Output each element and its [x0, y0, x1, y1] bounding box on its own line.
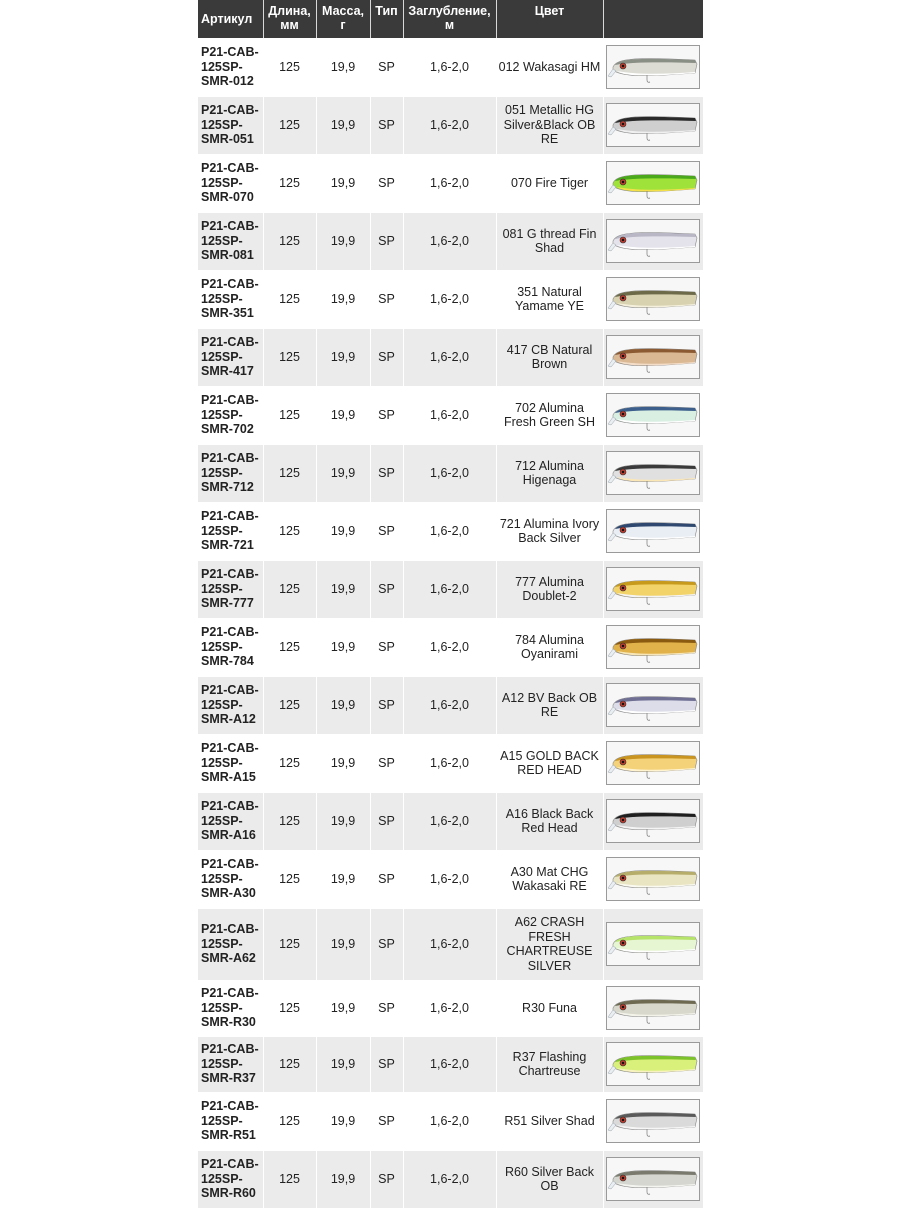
- cell-mass: 19,9: [316, 1150, 370, 1208]
- cell-mass: 19,9: [316, 154, 370, 212]
- cell-type: SP: [370, 328, 403, 386]
- table-row: [198, 154, 703, 212]
- lure-pupil: [622, 1062, 624, 1064]
- cell-length: 125: [263, 676, 316, 734]
- header-color: Цвет: [496, 0, 603, 38]
- lure-photo: [606, 683, 700, 727]
- lure-lip: [608, 881, 616, 889]
- lure-photo: [606, 1157, 700, 1201]
- cell-mass: 19,9: [316, 96, 370, 154]
- cell-color: 777 Alumina Doublet-2: [496, 560, 603, 618]
- lure-hook: [647, 597, 650, 604]
- lure-hook: [647, 249, 650, 256]
- lure-lip: [608, 301, 616, 309]
- table-row: [198, 1150, 703, 1208]
- cell-depth: 1,6-2,0: [403, 328, 496, 386]
- cell-lure-image: [603, 386, 703, 444]
- cell-depth: 1,6-2,0: [403, 212, 496, 270]
- cell-color: 417 CB Natural Brown: [496, 328, 603, 386]
- lure-lip: [608, 765, 616, 773]
- cell-type: SP: [370, 444, 403, 502]
- lure-hook: [647, 771, 650, 778]
- cell-color: R30 Funa: [496, 980, 603, 1036]
- lure-icon: [607, 452, 699, 494]
- lure-photo: [606, 857, 700, 901]
- cell-type: SP: [370, 96, 403, 154]
- cell-color: R37 Flashing Chartreuse: [496, 1036, 603, 1092]
- lure-icon: [607, 626, 699, 668]
- lure-pupil: [622, 877, 624, 879]
- lure-hook: [647, 133, 650, 140]
- cell-length: 125: [263, 270, 316, 328]
- lure-hook: [647, 75, 650, 82]
- cell-type: SP: [370, 270, 403, 328]
- cell-lure-image: [603, 270, 703, 328]
- cell-mass: 19,9: [316, 908, 370, 980]
- header-depth: Заглубление, м: [403, 0, 496, 38]
- cell-article: P21-CAB-125SP-SMR-070: [198, 154, 263, 212]
- lure-photo: [606, 393, 700, 437]
- cell-depth: 1,6-2,0: [403, 676, 496, 734]
- cell-length: 125: [263, 1150, 316, 1208]
- cell-length: 125: [263, 850, 316, 908]
- cell-length: 125: [263, 792, 316, 850]
- lure-photo: [606, 799, 700, 843]
- lure-pupil: [622, 1119, 624, 1121]
- lure-photo: [606, 219, 700, 263]
- lure-lip: [608, 1181, 616, 1189]
- cell-color: 702 Alumina Fresh Green SH: [496, 386, 603, 444]
- cell-type: SP: [370, 618, 403, 676]
- lure-icon: [607, 278, 699, 320]
- cell-depth: 1,6-2,0: [403, 560, 496, 618]
- cell-depth: 1,6-2,0: [403, 908, 496, 980]
- cell-length: 125: [263, 212, 316, 270]
- cell-length: 125: [263, 154, 316, 212]
- lure-lip: [608, 1066, 616, 1074]
- cell-depth: 1,6-2,0: [403, 38, 496, 96]
- cell-depth: 1,6-2,0: [403, 618, 496, 676]
- cell-article: P21-CAB-125SP-SMR-R51: [198, 1092, 263, 1150]
- lure-photo: [606, 277, 700, 321]
- lure-photo: [606, 509, 700, 553]
- lure-lip: [608, 185, 616, 193]
- cell-color: A30 Mat CHG Wakasaki RE: [496, 850, 603, 908]
- lure-pupil: [622, 1006, 624, 1008]
- cell-length: 125: [263, 386, 316, 444]
- cell-depth: 1,6-2,0: [403, 96, 496, 154]
- table-row: [198, 212, 703, 270]
- lure-photo: [606, 741, 700, 785]
- cell-mass: 19,9: [316, 1092, 370, 1150]
- table-row: [198, 560, 703, 618]
- lure-hook: [647, 423, 650, 430]
- lure-icon: [607, 394, 699, 436]
- cell-color: 081 G thread Fin Shad: [496, 212, 603, 270]
- lure-hook: [647, 655, 650, 662]
- lure-pupil: [622, 123, 624, 125]
- cell-color: 012 Wakasagi HM: [496, 38, 603, 96]
- lure-photo: [606, 335, 700, 379]
- cell-lure-image: [603, 38, 703, 96]
- cell-color: A16 Black Back Red Head: [496, 792, 603, 850]
- cell-color: 721 Alumina Ivory Back Silver: [496, 502, 603, 560]
- cell-mass: 19,9: [316, 1036, 370, 1092]
- cell-lure-image: [603, 328, 703, 386]
- lure-icon: [607, 568, 699, 610]
- table-row: [198, 850, 703, 908]
- cell-color: A62 CRASH FRESH CHARTREUSE SILVER: [496, 908, 603, 980]
- lure-hook: [647, 1129, 650, 1136]
- lure-pupil: [622, 645, 624, 647]
- cell-mass: 19,9: [316, 792, 370, 850]
- cell-article: P21-CAB-125SP-SMR-721: [198, 502, 263, 560]
- lure-photo: [606, 103, 700, 147]
- lure-icon: [607, 1100, 699, 1142]
- lure-pupil: [622, 587, 624, 589]
- cell-mass: 19,9: [316, 502, 370, 560]
- table-row: [198, 38, 703, 96]
- cell-article: P21-CAB-125SP-SMR-A16: [198, 792, 263, 850]
- lure-hook: [647, 539, 650, 546]
- cell-lure-image: [603, 444, 703, 502]
- cell-type: SP: [370, 676, 403, 734]
- lure-icon: [607, 1043, 699, 1085]
- cell-type: SP: [370, 734, 403, 792]
- lure-pupil: [622, 529, 624, 531]
- lure-lip: [608, 417, 616, 425]
- lure-pupil: [622, 1177, 624, 1179]
- cell-color: A12 BV Back OB RE: [496, 676, 603, 734]
- cell-type: SP: [370, 1036, 403, 1092]
- cell-mass: 19,9: [316, 850, 370, 908]
- cell-length: 125: [263, 502, 316, 560]
- cell-article: P21-CAB-125SP-SMR-A12: [198, 676, 263, 734]
- cell-mass: 19,9: [316, 328, 370, 386]
- lure-lip: [608, 649, 616, 657]
- table-row: [198, 1092, 703, 1150]
- table-body: [198, 38, 703, 1208]
- cell-mass: 19,9: [316, 734, 370, 792]
- lure-icon: [607, 336, 699, 378]
- lure-lip: [608, 475, 616, 483]
- cell-length: 125: [263, 734, 316, 792]
- cell-color: 051 Metallic HG Silver&Black OB RE: [496, 96, 603, 154]
- table-row: [198, 96, 703, 154]
- lure-lip: [608, 591, 616, 599]
- cell-mass: 19,9: [316, 386, 370, 444]
- table-row: [198, 386, 703, 444]
- cell-depth: 1,6-2,0: [403, 734, 496, 792]
- cell-mass: 19,9: [316, 676, 370, 734]
- cell-lure-image: [603, 212, 703, 270]
- cell-type: SP: [370, 386, 403, 444]
- lure-pupil: [622, 355, 624, 357]
- cell-type: SP: [370, 212, 403, 270]
- cell-color: A15 GOLD BACK RED HEAD: [496, 734, 603, 792]
- cell-color: 712 Alumina Higenaga: [496, 444, 603, 502]
- table-row: [198, 618, 703, 676]
- cell-lure-image: [603, 850, 703, 908]
- lure-photo: [606, 161, 700, 205]
- cell-article: P21-CAB-125SP-SMR-712: [198, 444, 263, 502]
- cell-mass: 19,9: [316, 38, 370, 96]
- cell-lure-image: [603, 792, 703, 850]
- cell-mass: 19,9: [316, 618, 370, 676]
- lure-lip: [608, 946, 616, 954]
- cell-type: SP: [370, 154, 403, 212]
- cell-length: 125: [263, 444, 316, 502]
- cell-color: R51 Silver Shad: [496, 1092, 603, 1150]
- lure-photo: [606, 451, 700, 495]
- table-row: [198, 734, 703, 792]
- lure-lip: [608, 1010, 616, 1018]
- cell-length: 125: [263, 560, 316, 618]
- lure-hook: [647, 1016, 650, 1023]
- cell-lure-image: [603, 502, 703, 560]
- cell-article: P21-CAB-125SP-SMR-081: [198, 212, 263, 270]
- header-type: Тип: [370, 0, 403, 38]
- lure-photo: [606, 567, 700, 611]
- cell-article: P21-CAB-125SP-SMR-784: [198, 618, 263, 676]
- lure-pupil: [622, 413, 624, 415]
- product-spec-table-container: [198, 0, 703, 1209]
- cell-color: 070 Fire Tiger: [496, 154, 603, 212]
- cell-mass: 19,9: [316, 980, 370, 1036]
- cell-type: SP: [370, 1092, 403, 1150]
- table-row: [198, 792, 703, 850]
- lure-lip: [608, 69, 616, 77]
- lure-hook: [647, 191, 650, 198]
- cell-article: P21-CAB-125SP-SMR-702: [198, 386, 263, 444]
- lure-hook: [647, 481, 650, 488]
- cell-depth: 1,6-2,0: [403, 980, 496, 1036]
- lure-lip: [608, 243, 616, 251]
- lure-hook: [647, 829, 650, 836]
- lure-icon: [607, 46, 699, 88]
- cell-length: 125: [263, 38, 316, 96]
- cell-depth: 1,6-2,0: [403, 1036, 496, 1092]
- cell-color: R60 Silver Back OB: [496, 1150, 603, 1208]
- cell-mass: 19,9: [316, 212, 370, 270]
- lure-hook: [647, 713, 650, 720]
- lure-hook: [647, 952, 650, 959]
- table-row: [198, 676, 703, 734]
- lure-icon: [607, 800, 699, 842]
- table-row: [198, 502, 703, 560]
- table-row: [198, 980, 703, 1036]
- cell-length: 125: [263, 1092, 316, 1150]
- cell-length: 125: [263, 980, 316, 1036]
- cell-mass: 19,9: [316, 270, 370, 328]
- lure-lip: [608, 1123, 616, 1131]
- lure-icon: [607, 858, 699, 900]
- lure-hook: [647, 307, 650, 314]
- lure-hook: [647, 365, 650, 372]
- lure-icon: [607, 1158, 699, 1200]
- cell-length: 125: [263, 328, 316, 386]
- lure-lip: [608, 533, 616, 541]
- cell-length: 125: [263, 908, 316, 980]
- cell-type: SP: [370, 560, 403, 618]
- cell-article: P21-CAB-125SP-SMR-A30: [198, 850, 263, 908]
- lure-pupil: [622, 65, 624, 67]
- lure-icon: [607, 162, 699, 204]
- cell-depth: 1,6-2,0: [403, 270, 496, 328]
- cell-length: 125: [263, 618, 316, 676]
- cell-depth: 1,6-2,0: [403, 792, 496, 850]
- cell-type: SP: [370, 38, 403, 96]
- lure-lip: [608, 823, 616, 831]
- cell-lure-image: [603, 96, 703, 154]
- header-image: [603, 0, 703, 38]
- cell-lure-image: [603, 618, 703, 676]
- table-row: [198, 444, 703, 502]
- table-row: [198, 908, 703, 980]
- lure-icon: [607, 104, 699, 146]
- cell-lure-image: [603, 734, 703, 792]
- lure-hook: [647, 1187, 650, 1194]
- lure-pupil: [622, 471, 624, 473]
- cell-color: 351 Natural Yamame YE: [496, 270, 603, 328]
- cell-type: SP: [370, 908, 403, 980]
- table-row: [198, 270, 703, 328]
- cell-lure-image: [603, 154, 703, 212]
- product-spec-table: [198, 0, 704, 1209]
- cell-mass: 19,9: [316, 444, 370, 502]
- cell-type: SP: [370, 792, 403, 850]
- lure-pupil: [622, 297, 624, 299]
- cell-lure-image: [603, 908, 703, 980]
- cell-lure-image: [603, 980, 703, 1036]
- lure-icon: [607, 742, 699, 784]
- lure-lip: [608, 707, 616, 715]
- cell-article: P21-CAB-125SP-SMR-A62: [198, 908, 263, 980]
- header-mass: Масса, г: [316, 0, 370, 38]
- lure-hook: [647, 1072, 650, 1079]
- table-row: [198, 328, 703, 386]
- lure-photo: [606, 1042, 700, 1086]
- lure-pupil: [622, 942, 624, 944]
- cell-depth: 1,6-2,0: [403, 154, 496, 212]
- cell-mass: 19,9: [316, 560, 370, 618]
- lure-lip: [608, 127, 616, 135]
- table-row: [198, 1036, 703, 1092]
- cell-length: 125: [263, 96, 316, 154]
- lure-pupil: [622, 703, 624, 705]
- cell-depth: 1,6-2,0: [403, 502, 496, 560]
- cell-depth: 1,6-2,0: [403, 444, 496, 502]
- lure-icon: [607, 987, 699, 1029]
- cell-article: P21-CAB-125SP-SMR-A15: [198, 734, 263, 792]
- cell-article: P21-CAB-125SP-SMR-R37: [198, 1036, 263, 1092]
- header-article: Артикул: [198, 0, 263, 38]
- cell-lure-image: [603, 560, 703, 618]
- cell-article: P21-CAB-125SP-SMR-R30: [198, 980, 263, 1036]
- lure-photo: [606, 625, 700, 669]
- cell-type: SP: [370, 1150, 403, 1208]
- lure-photo: [606, 45, 700, 89]
- cell-lure-image: [603, 676, 703, 734]
- cell-type: SP: [370, 850, 403, 908]
- cell-article: P21-CAB-125SP-SMR-051: [198, 96, 263, 154]
- table-header: [198, 0, 703, 38]
- cell-article: P21-CAB-125SP-SMR-R60: [198, 1150, 263, 1208]
- cell-depth: 1,6-2,0: [403, 1150, 496, 1208]
- cell-article: P21-CAB-125SP-SMR-777: [198, 560, 263, 618]
- cell-depth: 1,6-2,0: [403, 386, 496, 444]
- lure-photo: [606, 986, 700, 1030]
- lure-icon: [607, 923, 699, 965]
- cell-lure-image: [603, 1150, 703, 1208]
- lure-photo: [606, 922, 700, 966]
- cell-article: P21-CAB-125SP-SMR-012: [198, 38, 263, 96]
- lure-photo: [606, 1099, 700, 1143]
- cell-lure-image: [603, 1036, 703, 1092]
- cell-article: P21-CAB-125SP-SMR-417: [198, 328, 263, 386]
- lure-pupil: [622, 181, 624, 183]
- cell-lure-image: [603, 1092, 703, 1150]
- lure-pupil: [622, 819, 624, 821]
- header-row: [198, 0, 703, 38]
- cell-length: 125: [263, 1036, 316, 1092]
- lure-icon: [607, 684, 699, 726]
- lure-pupil: [622, 239, 624, 241]
- cell-color: 784 Alumina Oyanirami: [496, 618, 603, 676]
- cell-article: P21-CAB-125SP-SMR-351: [198, 270, 263, 328]
- lure-hook: [647, 887, 650, 894]
- lure-icon: [607, 220, 699, 262]
- cell-depth: 1,6-2,0: [403, 850, 496, 908]
- lure-lip: [608, 359, 616, 367]
- cell-type: SP: [370, 502, 403, 560]
- lure-pupil: [622, 761, 624, 763]
- cell-depth: 1,6-2,0: [403, 1092, 496, 1150]
- header-length: Длина, мм: [263, 0, 316, 38]
- lure-icon: [607, 510, 699, 552]
- cell-type: SP: [370, 980, 403, 1036]
